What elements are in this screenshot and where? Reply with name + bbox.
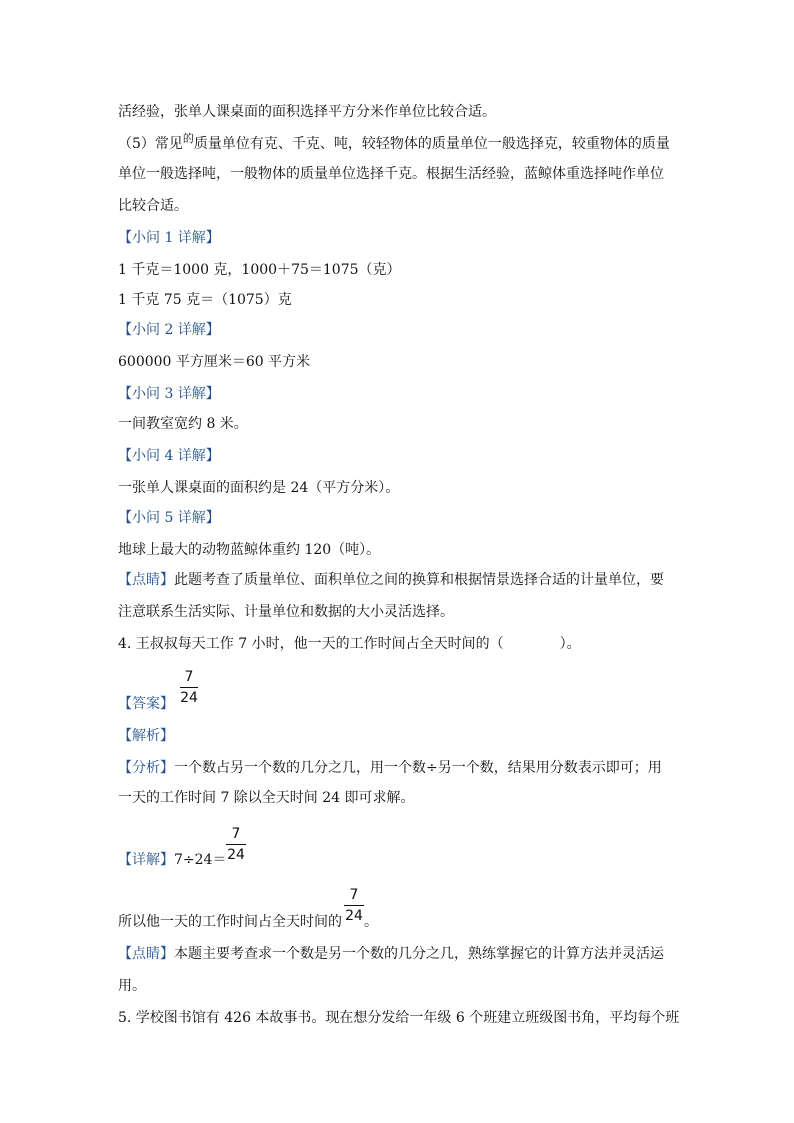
text-line: 注意联系生活实际、计量单位和数据的大小灵活选择。 [118,604,454,620]
xiangjie-fraction: 7 24 [227,826,245,863]
section-heading: 【小问 3 详解】 [118,386,220,402]
dianjing-line: 【点睛】此题考查了质量单位、面积单位之间的换算和根据情景选择合适的计量单位，要 [118,572,664,588]
section-heading: 【小问 1 详解】 [118,230,220,246]
answer-label: 【答案】 [118,696,174,712]
section-heading: 【小问 4 详解】 [118,448,220,464]
question-5: 5. 学校图书馆有 426 本故事书。现在想分发给一年级 6 个班建立班级图书角，平均每个班 [118,1010,680,1026]
text-line: 地球上最大的动物蓝鲸体重约 120（吨）。 [118,542,381,558]
text-line: 一间教室宽约 8 米。 [118,416,248,432]
text-line: 单位一般选择吨，一般物体的质量单位选择千克。根据生活经验，蓝鲸体重选择吨作单位 [118,166,664,182]
section-heading: 【小问 5 详解】 [118,510,220,526]
conclusion-line: 所以他一天的工作时间占全天时间的 。 [118,914,378,930]
question-4: 4. 王叔叔每天工作 7 小时，他一天的工作时间占全天时间的（ ）。 [118,636,581,652]
xiangjie-line: 【详解】7÷24＝ [118,852,227,868]
section-heading: 【小问 2 详解】 [118,322,220,338]
text-line: 活经验，张单人课桌面的面积选择平方分米作单位比较合适。 [118,104,496,120]
conclusion-fraction: 7 24 [345,887,363,924]
text-line: 一天的工作时间 7 除以全天时间 24 即可求解。 [118,790,415,806]
text-line: 比较合适。 [118,198,188,214]
fenxi-line: 【分析】一个数占另一个数的几分之几，用一个数÷另一个数，结果用分数表示即可；用 [118,760,662,776]
answer-fraction: 7 24 [180,669,198,706]
dianjing-line: 【点睛】本题主要考查求一个数是另一个数的几分之几，熟练掌握它的计算方法并灵活运 [118,946,664,962]
jiexi-label: 【解析】 [118,728,174,744]
text-line: 用。 [118,978,146,994]
text-line: 1 千克＝1000 克，1000＋75＝1075（克） [118,262,401,278]
text-line: （5）常见$^的$质量单位有克、千克、吨，较轻物体的质量单位一般选择克，较重物体的质量 [118,132,670,152]
text-line: 1 千克 75 克＝（1075）克 [118,292,292,308]
text-line: 600000 平方厘米＝60 平方米 [118,354,311,370]
text-line: 一张单人课桌面的面积约是 24（平方分米）。 [118,480,400,496]
